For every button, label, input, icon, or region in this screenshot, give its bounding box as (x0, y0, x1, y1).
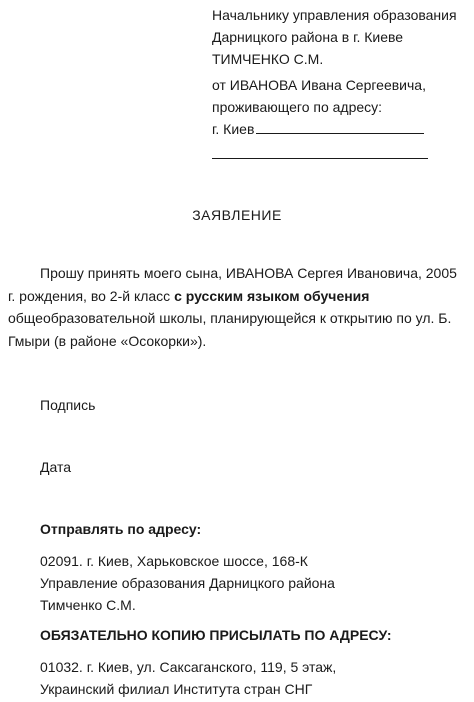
addressee-line-1: Начальнику управления образования (212, 7, 457, 23)
send-to-address (40, 550, 470, 616)
date-label: Дата (40, 459, 72, 475)
sender-city-line (212, 118, 472, 140)
sender-block (212, 74, 472, 159)
addressee-block (212, 4, 472, 70)
addressee-line-2: Дарницкого района в г. Киеве (212, 29, 404, 45)
addressee-line-3: ТИМЧЕНКО С.М. (212, 51, 324, 67)
copy-to-line-2: Украинский филиал Института стран СНГ (40, 681, 313, 697)
copy-to-heading: ОБЯЗАТЕЛЬНО КОПИЮ ПРИСЫЛАТЬ ПО АДРЕСУ: (40, 627, 392, 643)
address-blank-field-2[interactable] (212, 140, 428, 159)
sender-line-1: от ИВАНОВА Ивана Сергеевича, (212, 77, 426, 93)
address-blank-field[interactable] (256, 118, 424, 134)
send-to-line-3: Тимченко С.М. (40, 597, 136, 613)
sender-line-2: проживающего по адресу: (212, 99, 383, 115)
statement-text-part-1: Прошу принять моего сына, ИВАНОВА Сергея Ивановича, 2005 г. рождения, во 2-й класс (8, 265, 457, 304)
statement-text-part-2: общеобразовательной школы, планирующейся к открытию по ул. Б. Гмыри (в районе «Осокорки»). (8, 310, 452, 349)
document-title: ЗАЯВЛЕНИЕ (192, 207, 282, 223)
send-to-line-2: Управление образования Дарницкого района (40, 575, 335, 591)
copy-to-address (40, 656, 470, 700)
statement-body (8, 262, 468, 352)
signature-label: Подпись (40, 397, 96, 413)
send-to-heading: Отправлять по адресу: (40, 521, 202, 537)
statement-text-bold: с русским языком обучения (174, 287, 370, 304)
send-to-line-1: 02091. г. Киев, Харьковское шоссе, 168-К (40, 553, 308, 569)
sender-city-label: г. Киев (212, 121, 255, 137)
copy-to-line-1: 01032. г. Киев, ул. Саксаганского, 119, 5 этаж, (40, 659, 337, 675)
